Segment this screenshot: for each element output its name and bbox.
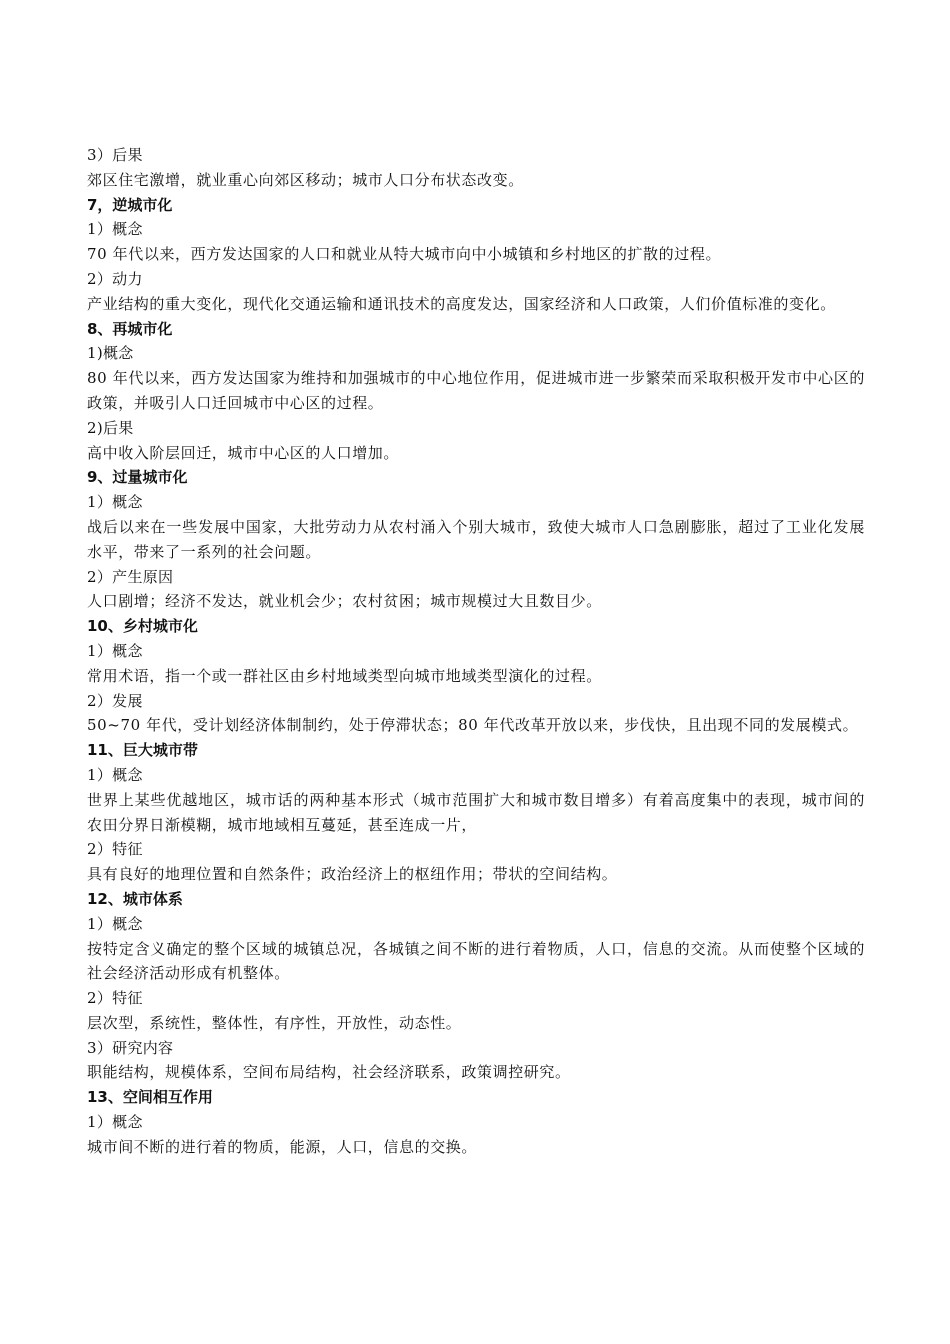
paragraph: 70 年代以来，西方发达国家的人口和就业从特大城市向中小城镇和乡村地区的扩散的过程。 [87, 245, 722, 264]
paragraph: 常用术语，指一个或一群社区由乡村地域类型向城市地域类型演化的过程。 [87, 666, 602, 685]
paragraph: 产业结构的重大变化，现代化交通运输和通讯技术的高度发达，国家经济和人口政策，人们价值标准的变化。 [87, 294, 836, 313]
section-heading: 11、巨大城市带 [87, 741, 198, 760]
paragraph: 80 年代以来，西方发达国家为维持和加强城市的中心地位作用，促进城市进一步繁荣而采取积极开发市中心区的政策，并吸引人口迁回城市中心区的过程。 [87, 369, 865, 412]
section-heading: 12、城市体系 [87, 889, 183, 908]
subsection-label: 2）发展 [87, 691, 143, 710]
subsection-label: 2）特征 [87, 989, 143, 1008]
document-body [87, 143, 865, 1160]
section-heading: 13、空间相互作用 [87, 1088, 213, 1107]
section-heading: 9、过量城市化 [87, 468, 188, 487]
subsection-label: 2）动力 [87, 269, 143, 288]
section-heading: 10、乡村城市化 [87, 617, 198, 636]
paragraph: 郊区住宅激增，就业重心向郊区移动；城市人口分布状态改变。 [87, 170, 524, 189]
paragraph: 世界上某些优越地区，城市话的两种基本形式（城市范围扩大和城市数目增多）有着高度集中的表现，城市间的农田分界日渐模糊，城市地域相互蔓延，甚至连成一片， [87, 790, 865, 834]
subsection-label: 2）特征 [87, 840, 143, 859]
paragraph: 按特定含义确定的整个区域的城镇总况，各城镇之间不断的进行着物质，人口，信息的交流。从而使整个区域的社会经济活动形成有机整体。 [87, 939, 865, 983]
subsection-label: 1）概念 [87, 641, 143, 660]
subsection-label: 1)概念 [87, 344, 134, 363]
subsection-label: 3）研究内容 [87, 1038, 174, 1057]
paragraph: 层次型，系统性，整体性，有序性，开放性，动态性。 [87, 1013, 462, 1032]
paragraph: 战后以来在一些发展中国家，大批劳动力从农村涌入个别大城市，致使大城市人口急剧膨胀，超过了工业化发展水平，带来了一系列的社会问题。 [87, 517, 865, 561]
paragraph: 具有良好的地理位置和自然条件；政治经济上的枢纽作用；带状的空间结构。 [87, 865, 618, 884]
paragraph: 城市间不断的进行着的物质，能源，人口，信息的交换。 [87, 1137, 478, 1156]
subsection-label: 1）概念 [87, 493, 143, 512]
paragraph: 人口剧增；经济不发达，就业机会少；农村贫困；城市规模过大且数目少。 [87, 592, 602, 611]
subsection-label: 3）后果 [87, 146, 143, 164]
section-heading: 8、再城市化 [87, 319, 173, 338]
subsection-label: 1）概念 [87, 914, 143, 933]
paragraph: 职能结构，规模体系，空间布局结构，社会经济联系，政策调控研究。 [87, 1063, 571, 1082]
paragraph: 高中收入阶层回迁，城市中心区的人口增加。 [87, 443, 400, 462]
subsection-label: 2）产生原因 [87, 567, 174, 586]
section-heading: 7，逆城市化 [87, 195, 173, 214]
subsection-label: 1）概念 [87, 1113, 143, 1132]
subsection-label: 2)后果 [87, 418, 134, 437]
paragraph: 50~70 年代，受计划经济体制制约，处于停滞状态；80 年代改革开放以来，步伐快，且出现不同的发展模式。 [87, 716, 859, 735]
subsection-label: 1）概念 [87, 220, 143, 239]
subsection-label: 1）概念 [87, 765, 143, 784]
